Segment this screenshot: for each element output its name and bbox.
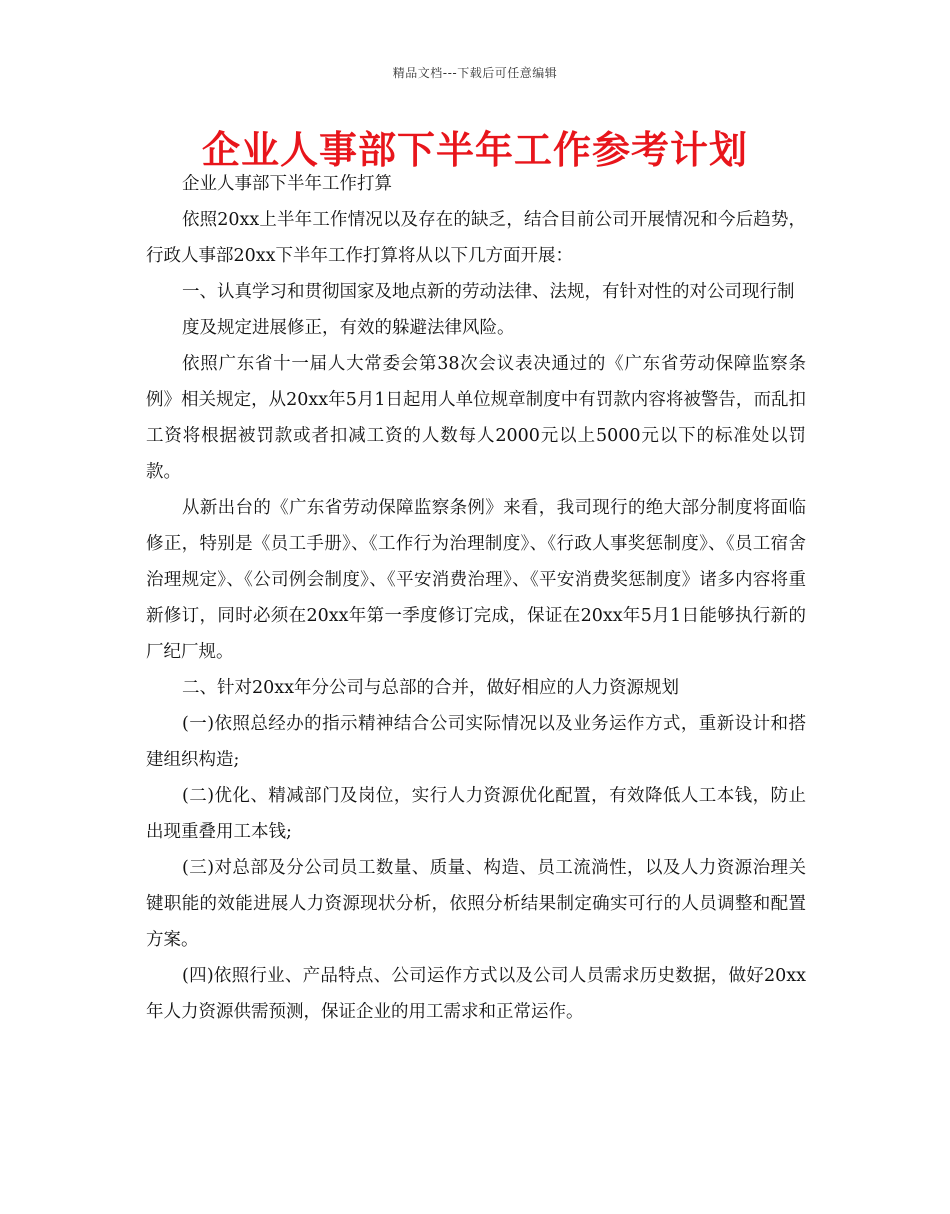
- document-body: [146, 166, 806, 1030]
- header-note: 精品文档---下载后可任意编辑: [392, 66, 558, 80]
- paragraph: (二)优化、精减部门及岗位，实行人力资源优化配置，有效降低人工本钱，防止出现重叠用工本钱;: [146, 786, 806, 842]
- document-title: 企业人事部下半年工作参考计划: [201, 128, 748, 172]
- paragraph: (四)依照行业、产品特点、公司运作方式以及公司人员需求历史数据，做好20xx年人力资源供需预测，保证企业的用工需求和正常运作。: [146, 966, 806, 1022]
- paragraph: 二、针对20xx年分公司与总部的合并，做好相应的人力资源规划: [182, 678, 680, 698]
- paragraph: 从新出台的《广东省劳动保障监察条例》来看，我司现行的绝大部分制度将面临修正，特别是《员工手册》、《工作行为治理制度》、《行政人事奖惩制度》、《员工宿舍治理规定》、《公司例会制度》、《平安消费治理》、《平安消费奖惩制度》诸多内容将重新修订，同时必须在20xx年第一季度修订完成，保证在20xx年5月1日能够执行新的厂纪厂规。: [146, 498, 806, 662]
- paragraph: 一、认真学习和贯彻国家及地点新的劳动法律、法规，有针对性的对公司现行制: [182, 282, 795, 302]
- paragraph: 依照20xx上半年工作情况以及存在的缺乏，结合目前公司开展情况和今后趋势，行政人事部20xx下半年工作打算将从以下几方面开展：: [146, 210, 806, 266]
- paragraph: 企业人事部下半年工作打算: [182, 174, 392, 194]
- paragraph: 依照广东省十一届人大常委会第38次会议表决通过的《广东省劳动保障监察条例》相关规定，从20xx年5月1日起用人单位规章制度中有罚款内容将被警告，而乱扣工资将根据被罚款或者扣减工资的人数每人2000元以上5000元以下的标准处以罚款。: [146, 354, 806, 482]
- paragraph: (三)对总部及分公司员工数量、质量、构造、员工流淌性，以及人力资源治理关键职能的效能进展人力资源现状分析，依照分析结果制定确实可行的人员调整和配置方案。: [146, 858, 806, 950]
- paragraph: 度及规定进展修正，有效的躲避法律风险。: [182, 318, 515, 338]
- paragraph: (一)依照总经办的指示精神结合公司实际情况以及业务运作方式，重新设计和搭建组织构造;: [146, 714, 806, 770]
